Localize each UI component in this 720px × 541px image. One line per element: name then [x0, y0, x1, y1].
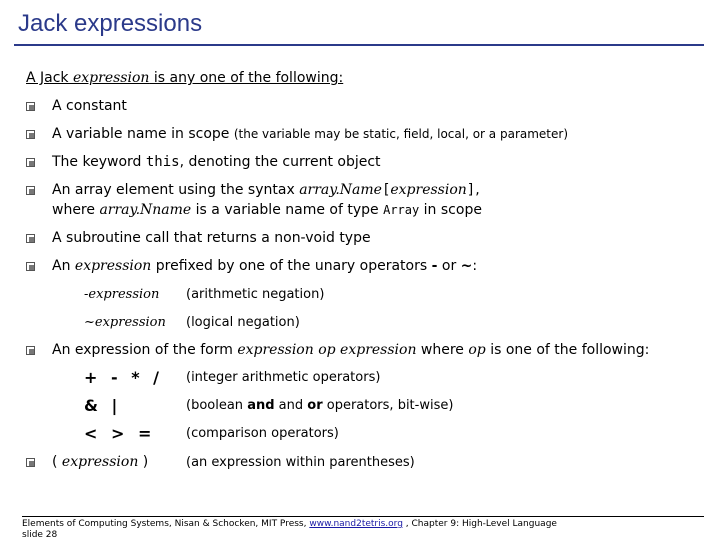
- item-keyword-prefix: The keyword: [52, 154, 146, 170]
- item-unary-mid: prefixed by one of the unary operators: [151, 258, 432, 274]
- unary-row-b: (arithmetic negation): [186, 287, 325, 302]
- item-paren-desc: (an expression within parentheses): [186, 455, 415, 470]
- bullet-icon: [26, 102, 35, 111]
- item-unary-op2: ~: [460, 258, 473, 274]
- intro-line: [26, 70, 343, 86]
- item-array-l2-mid: is a variable name of type: [191, 202, 384, 218]
- bullet-icon: [26, 262, 35, 271]
- item-unary: [52, 258, 477, 274]
- footer-line-1: [22, 519, 557, 530]
- bullet-icon: [26, 458, 35, 467]
- item-array-l1-em2: expression: [390, 182, 467, 198]
- footer-link[interactable]: www.nand2tetris.org: [309, 519, 403, 529]
- unary-row-a: ~expression: [84, 315, 166, 330]
- intro-em: expression: [73, 70, 150, 86]
- bullet-icon: [26, 186, 35, 195]
- item-unary-prefix: An: [52, 258, 75, 274]
- unary-row-a: -expression: [84, 287, 160, 302]
- binary-row-desc-suffix: operators, bit-wise): [322, 398, 454, 413]
- item-array-l1-em: array.Name: [299, 182, 382, 198]
- item-paren-close: ): [142, 454, 149, 470]
- bullet-icon: [26, 346, 35, 355]
- binary-row-desc-and: and: [247, 398, 275, 413]
- item-binary-em: expression op expression: [237, 342, 417, 358]
- item-subroutine-text: A subroutine call that returns a non-void type: [52, 230, 371, 246]
- intro-suffix: is any one of the following:: [149, 70, 344, 86]
- item-unary-em: expression: [74, 258, 152, 274]
- footer-chapter: , Chapter 9: High-Level Language: [402, 519, 557, 529]
- intro-prefix: A Jack: [26, 70, 73, 86]
- item-array-l1-prefix: An array element using the syntax: [52, 182, 300, 198]
- item-subroutine: [52, 230, 371, 246]
- item-variable: [52, 126, 568, 142]
- binary-row-desc-mid: and: [274, 398, 308, 413]
- binary-row-ops: < > =: [84, 424, 156, 443]
- binary-row-desc-or: or: [307, 398, 323, 413]
- item-binary-suffix: is one of the following:: [485, 342, 650, 358]
- item-array-line1: [52, 182, 480, 198]
- binary-row-desc: [186, 398, 453, 413]
- bullet-icon: [26, 130, 35, 139]
- binary-row-ops: + - * /: [84, 368, 163, 387]
- binary-row-desc: (comparison operators): [186, 426, 339, 441]
- item-paren-em: expression: [57, 454, 143, 470]
- title-divider: [14, 44, 704, 46]
- item-array-l2-prefix: where: [52, 202, 100, 218]
- item-variable-main: A variable name in scope: [52, 126, 230, 142]
- item-unary-or: or: [437, 258, 461, 274]
- item-array-l1-suffix: ,: [475, 182, 480, 198]
- item-array-l2-code: Array: [383, 203, 420, 217]
- item-unary-suffix: :: [472, 258, 478, 274]
- item-paren-open: (: [52, 454, 58, 470]
- item-array-l1-close: ]: [466, 182, 476, 198]
- item-constant-text: A constant: [52, 98, 127, 114]
- item-array-l2-suffix: in scope: [419, 202, 482, 218]
- binary-row-ops: & |: [84, 396, 122, 415]
- item-array-l1-open: [: [381, 182, 391, 198]
- item-keyword: [52, 154, 381, 170]
- item-array-l2-em: array.Nname: [99, 202, 192, 218]
- item-binary-em2: op: [468, 342, 486, 358]
- item-binary-prefix: An expression of the form: [52, 342, 238, 358]
- item-unary-op1: -: [431, 258, 438, 274]
- footer-divider: [22, 516, 704, 517]
- slide-title: Jack expressions: [18, 10, 203, 37]
- binary-row-desc-prefix: (boolean: [186, 398, 248, 413]
- item-paren: [52, 454, 148, 470]
- item-constant: [52, 98, 127, 114]
- footer-citation: Elements of Computing Systems, Nisan & Schocken, MIT Press,: [22, 519, 310, 529]
- footer: [22, 519, 557, 541]
- footer-slide-number: slide 28: [22, 530, 58, 540]
- bullet-icon: [26, 234, 35, 243]
- item-variable-note: (the variable may be static, field, local, or a parameter): [233, 127, 569, 141]
- item-binary-mid: where: [416, 342, 469, 358]
- item-keyword-code: this: [145, 154, 180, 170]
- item-binary: [52, 342, 649, 358]
- unary-row-b: (logical negation): [186, 315, 300, 330]
- item-keyword-suffix: , denoting the current object: [179, 154, 381, 170]
- bullet-icon: [26, 158, 35, 167]
- binary-row-desc: (integer arithmetic operators): [186, 370, 381, 385]
- item-array-line2: [52, 202, 482, 218]
